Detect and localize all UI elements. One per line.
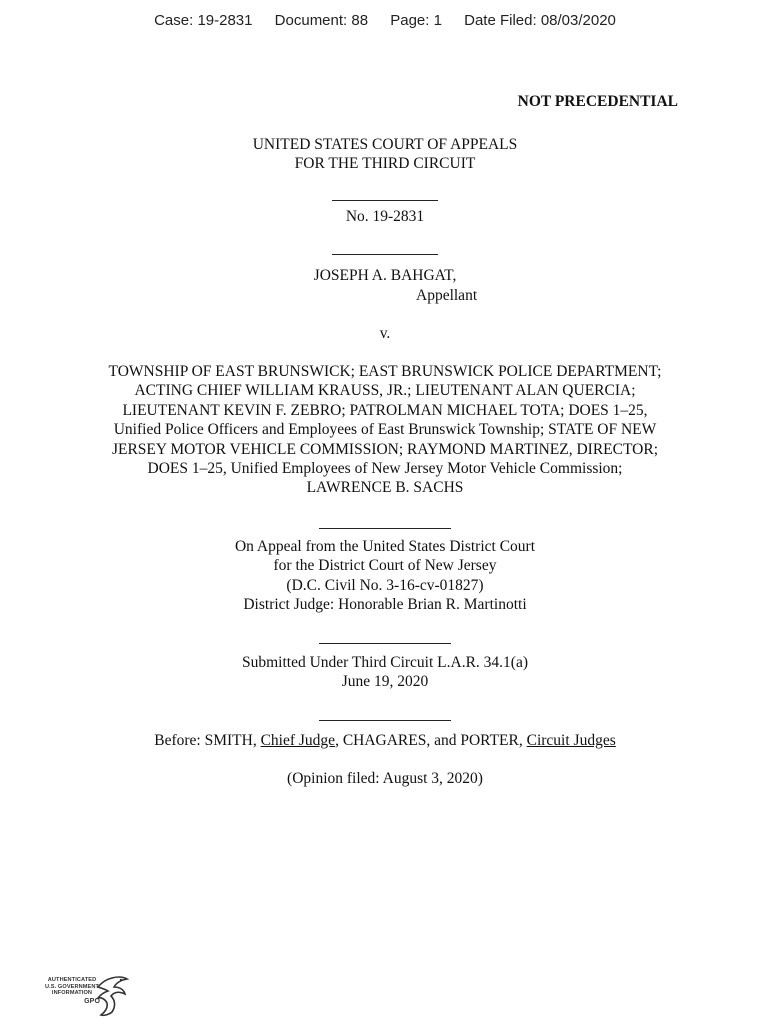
submitted-line: Submitted Under Third Circuit L.A.R. 34.1(a) [242,654,528,671]
court-line-2: FOR THE THIRD CIRCUIT [294,155,476,173]
separator-rule [0,631,770,649]
appellees-line: JERSEY MOTOR VEHICLE COMMISSION; RAYMOND MARTINEZ, DIRECTOR; [111,440,659,458]
case-label: Case: 19-2831 [154,12,253,29]
appeal-line: for the District Court of New Jersey [273,557,497,575]
before-middle: , CHAGARES, and PORTER, [335,732,527,749]
gpo-logo-text [44,977,100,1005]
eagle-icon [94,975,130,1017]
opinion-filed: (Opinion filed: August 3, 2020) [287,770,483,787]
gpo-line-3: INFORMATION [51,990,93,997]
page-label: Page: 1 [390,12,442,29]
appeal-block [0,537,770,615]
separator-rule [0,242,770,260]
appellees-line: LIEUTENANT KEVIN F. ZEBRO; PATROLMAN MICHAEL TOTA; DOES 1–25, [122,401,648,419]
gpo-mark: GPO [84,997,100,1005]
circuit-judges-title: Circuit Judges [526,732,616,749]
filing-header [0,12,770,29]
before-prefix: Before: SMITH, [154,732,261,749]
appeal-line: On Appeal from the United States District Court [234,538,536,555]
appellees-line: DOES 1–25, Unified Employees of New Jersey Motor Vehicle Commission; [147,460,623,478]
appellees-block [0,362,770,498]
date-filed-label: Date Filed: 08/03/2020 [464,12,616,29]
appeal-line: District Judge: Honorable Brian R. Martinotti [243,596,527,614]
appeal-line: (D.C. Civil No. 3-16-cv-01827) [286,576,484,594]
submitted-block [0,653,770,692]
submitted-date: June 19, 2020 [341,673,429,691]
gpo-line-1: AUTHENTICATED [47,977,97,983]
document-label: Document: 88 [274,12,369,29]
appellees-line: TOWNSHIP OF EAST BRUNSWICK; EAST BRUNSWICK POLICE DEPARTMENT; [108,363,662,380]
appellees-line: ACTING CHIEF WILLIAM KRAUSS, JR.; LIEUTENANT ALAN QUERCIA; [134,382,636,400]
appellees-line: Unified Police Officers and Employees of East Brunswick Township; STATE OF NEW [113,421,657,439]
separator-rule [0,708,770,726]
separator-rule [0,516,770,534]
appellant-role: Appellant [416,287,478,304]
appellant-name: JOSEPH A. BAHGAT, [313,267,457,284]
gpo-authentication-logo [44,975,130,1017]
panel-line [0,731,770,750]
not-precedential-label: NOT PRECEDENTIAL [517,93,678,110]
court-name [0,135,770,174]
chief-judge-title: Chief Judge [260,732,336,749]
versus: v. [379,325,391,342]
appellees-line: LAWRENCE B. SACHS [306,479,464,497]
separator-rule [0,188,770,206]
gpo-line-2: U.S. GOVERNMENT [44,983,100,990]
case-number: No. 19-2831 [345,208,425,225]
court-line-1: UNITED STATES COURT OF APPEALS [252,136,518,153]
